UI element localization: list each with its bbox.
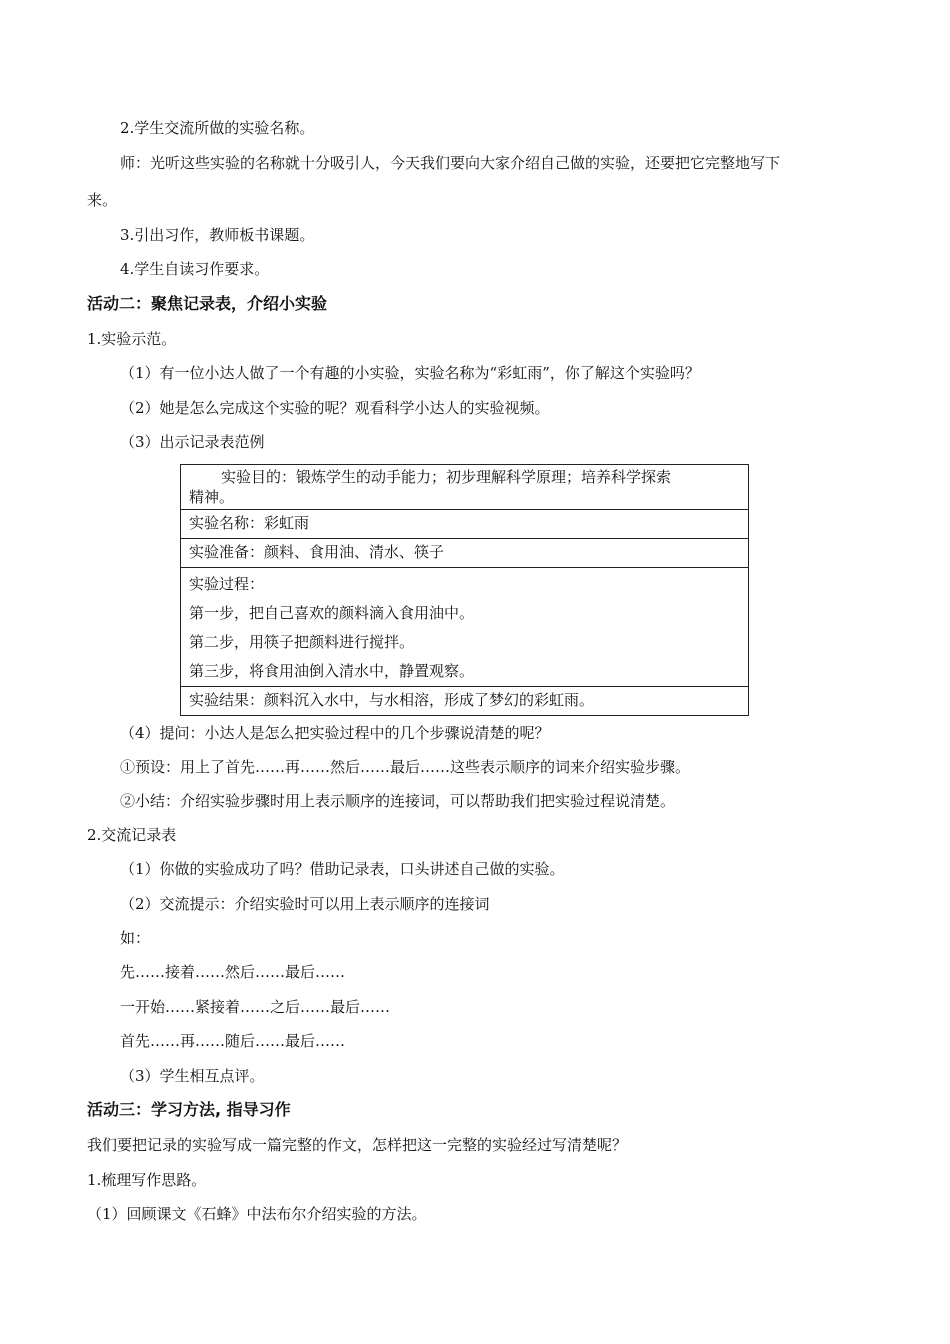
paragraph: 来。 bbox=[87, 191, 118, 209]
paragraph: 2.学生交流所做的实验名称。 bbox=[120, 119, 315, 137]
paragraph: 如： bbox=[120, 929, 151, 947]
paragraph: 师：光听这些实验的名称就十分吸引人，今天我们要向大家介绍自己做的实验，还要把它完整地写下 bbox=[120, 154, 781, 172]
paragraph: （4）提问：小达人是怎么把实验过程中的几个步骤说清楚的呢？ bbox=[120, 724, 550, 742]
paragraph: 我们要把记录的实验写成一篇完整的作文，怎样把这一完整的实验经过写清楚呢？ bbox=[87, 1136, 628, 1154]
paragraph: （2）交流提示：介绍实验时可以用上表示顺序的连接词 bbox=[120, 895, 490, 913]
paragraph: 先……接着……然后……最后…… bbox=[120, 963, 346, 981]
result-cell: 实验结果：颜料沉入水中，与水相溶，形成了梦幻的彩虹雨。 bbox=[181, 687, 749, 716]
paragraph: 一开始……紧接着……之后……最后…… bbox=[120, 998, 391, 1016]
paragraph: （3）学生相互点评。 bbox=[120, 1067, 265, 1085]
table-row bbox=[181, 539, 749, 568]
paragraph: 1.梳理写作思路。 bbox=[87, 1171, 207, 1189]
paragraph: （3）出示记录表范例 bbox=[120, 433, 265, 451]
table-row bbox=[181, 568, 749, 687]
purpose-cell: 实验目的：锻炼学生的动手能力；初步理解科学原理；培养科学探索 精神。 bbox=[181, 465, 749, 510]
paragraph: ①预设：用上了首先……再……然后……最后……这些表示顺序的词来介绍实验步骤。 bbox=[120, 758, 691, 776]
prep-cell: 实验准备：颜料、食用油、清水、筷子 bbox=[181, 539, 749, 568]
paragraph: 首先……再……随后……最后…… bbox=[120, 1032, 346, 1050]
paragraph: （1）你做的实验成功了吗？借助记录表，口头讲述自己做的实验。 bbox=[120, 860, 565, 878]
paragraph: （1）有一位小达人做了一个有趣的小实验，实验名称为“彩虹雨”，你了解这个实验吗？ bbox=[120, 364, 700, 382]
table-row bbox=[181, 687, 749, 716]
paragraph: （1）回顾课文《石蜂》中法布尔介绍实验的方法。 bbox=[87, 1205, 427, 1223]
table-row bbox=[181, 465, 749, 510]
process-cell: 实验过程： 第一步，把自己喜欢的颜料滴入食用油中。 第二步，用筷子把颜料进行搅拌。 第三步，将食用油倒入清水中，静置观察。 bbox=[181, 568, 749, 687]
paragraph: 4.学生自读习作要求。 bbox=[120, 260, 270, 278]
paragraph: 1.实验示范。 bbox=[87, 330, 177, 348]
paragraph: 3.引出习作，教师板书课题。 bbox=[120, 226, 315, 244]
paragraph: 2.交流记录表 bbox=[87, 826, 177, 844]
section-heading: 活动二：聚焦记录表，介绍小实验 bbox=[87, 294, 328, 313]
paragraph: （2）她是怎么完成这个实验的呢？观看科学小达人的实验视频。 bbox=[120, 399, 550, 417]
table-row bbox=[181, 510, 749, 539]
section-heading: 活动三：学习方法, 指导习作 bbox=[87, 1100, 291, 1119]
paragraph: ②小结：介绍实验步骤时用上表示顺序的连接词，可以帮助我们把实验过程说清楚。 bbox=[120, 792, 676, 810]
record-table bbox=[180, 464, 749, 716]
name-cell: 实验名称：彩虹雨 bbox=[181, 510, 749, 539]
